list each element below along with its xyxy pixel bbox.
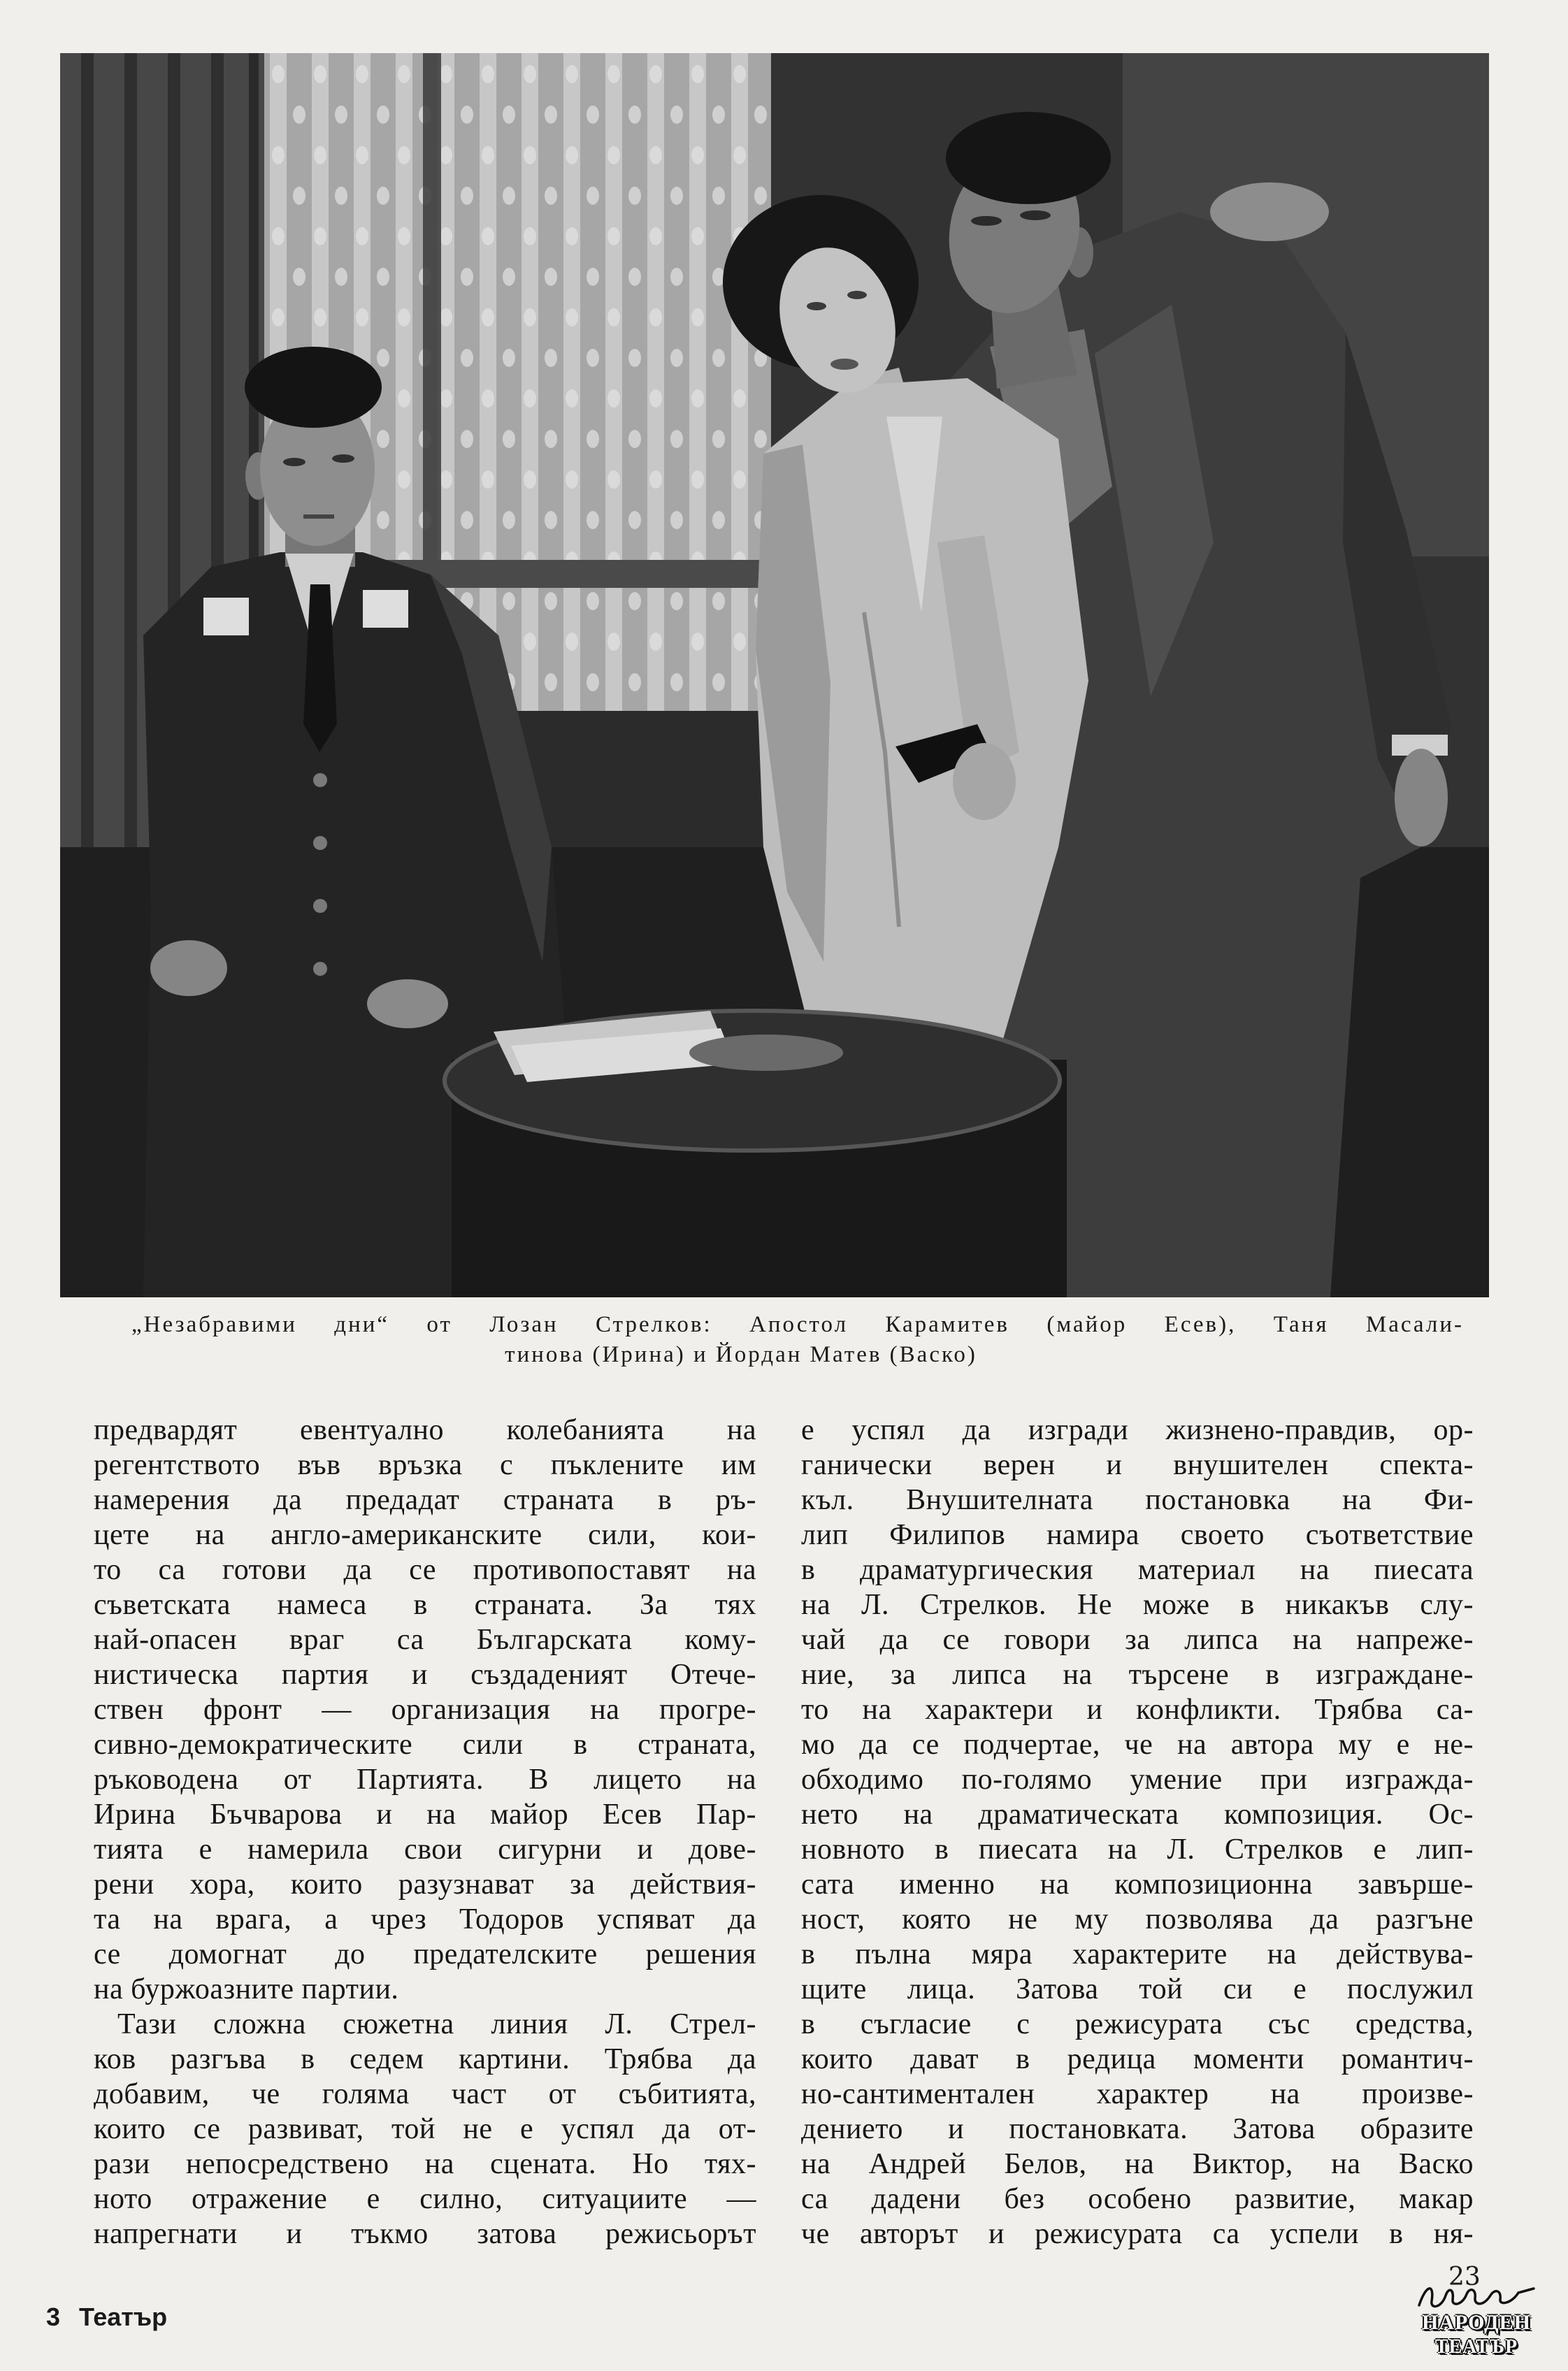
officer-button [313,836,327,850]
lace-motif [566,389,578,408]
lace-motif [670,187,683,205]
lace-motif [545,187,557,205]
lace-motif [482,65,494,83]
lace-motif [524,146,536,164]
lace-motif [691,389,704,408]
lace-motif [314,146,326,164]
lace-motif [314,227,326,245]
lace-motif [482,470,494,489]
lace-motif [712,430,725,448]
lace-motif [398,470,410,489]
lace-motif [733,470,746,489]
lace-motif [691,146,704,164]
lace-motif [293,268,305,286]
text-line: ръководена от Партията. В лицето на [94,1764,756,1796]
man-hand [1395,749,1448,846]
lace-motif [691,65,704,83]
text-line: напрегнати и тъкмо затова режисьорът [94,2218,756,2250]
text-line: в съгласие с режисурата със средства, [801,2008,1474,2040]
lace-motif [482,227,494,245]
lace-motif [691,227,704,245]
lace-motif [272,146,285,164]
text-line: е успял да изгради жизнено-правдив, ор- [801,1414,1474,1446]
text-line: ганически верен и внушителен спекта- [801,1449,1474,1481]
lace-motif [587,349,599,367]
logo-signature [1414,2280,1539,2312]
lace-motif [712,511,725,529]
lace-motif [524,389,536,408]
lace-motif [712,187,725,205]
lace-motif [670,106,683,124]
drape-pleat [81,53,94,847]
lace-motif [398,146,410,164]
lace-motif [377,268,389,286]
lace-motif [503,106,515,124]
lace-motif [670,592,683,610]
text-line: цете на англо-американските сили, кои- [94,1519,756,1551]
lace-motif [754,187,767,205]
lace-motif [461,106,473,124]
table [445,1011,1067,1297]
lace-motif [503,511,515,529]
logo-signature-stroke [1419,2289,1534,2307]
text-line: че авторът и режисурата са успели в ня- [801,2218,1474,2250]
lace-motif [482,308,494,326]
text-line: най-опасен враг са Българската кому- [94,1624,756,1656]
lace-motif [754,106,767,124]
lace-motif [628,106,641,124]
lace-motif [691,308,704,326]
lace-motif [587,511,599,529]
text-line: сивно-демократическите сили в страната, [94,1729,756,1761]
lace-motif [628,349,641,367]
lace-motif [649,65,662,83]
text-line: щите лица. Затова той си е послужил [801,1973,1474,2005]
lace-motif [335,268,347,286]
lace-motif [524,470,536,489]
officer-eye [283,458,305,466]
lace-motif [566,308,578,326]
lace-motif [398,65,410,83]
lace-motif [733,389,746,408]
lace-motif [524,227,536,245]
lace-motif [272,227,285,245]
lace-motif [733,146,746,164]
woman-hand-pistol [953,743,1016,820]
text-line: в драматургическия материал на пиесата [801,1554,1474,1586]
text-line: чай да се говори за липса на напреже- [801,1624,1474,1656]
lace-motif [545,349,557,367]
lace-motif [398,308,410,326]
lace-motif [398,227,410,245]
logo-word-teatar: ТЕАТЪР [1434,2336,1518,2358]
lace-motif [670,673,683,691]
lace-motif [607,633,620,651]
lace-motif [503,349,515,367]
text-line: Ирина Бъчварова и на майор Есев Пар- [94,1799,756,1831]
text-line: къл. Внушителната постановка на Фи- [801,1484,1474,1516]
lace-motif [440,65,452,83]
lace-motif [356,227,368,245]
officer-hair [245,347,382,428]
lace-motif [649,146,662,164]
signature-title: Театър [79,2302,168,2331]
text-line: съветската намеса в страната. За тях [94,1589,756,1621]
officer-eye [332,454,354,463]
lace-motif [754,430,767,448]
lace-motif [566,227,578,245]
lace-motif [733,633,746,651]
lace-motif [524,65,536,83]
lace-motif [524,633,536,651]
lace-motif [503,187,515,205]
text-line: ствен фронт — организация на прогре- [94,1694,756,1726]
lace-motif [335,187,347,205]
lace-motif [545,268,557,286]
lace-motif [482,146,494,164]
lace-motif [691,470,704,489]
text-line: дението и постановката. Затова образите [801,2113,1474,2145]
woman-eye [807,302,826,310]
lace-motif [314,308,326,326]
photo-image [60,53,1489,1297]
officer-button [313,962,327,976]
lace-motif [356,146,368,164]
officer-mouth [303,514,334,519]
text-line: рази непосредствено на сцената. Но тях- [94,2148,756,2180]
table-tray [689,1035,843,1071]
article-column-right [801,1413,1474,2251]
lace-motif [649,470,662,489]
lace-motif [293,106,305,124]
text-line: то са готови да се противопоставят на [94,1554,756,1586]
lace-motif [314,65,326,83]
text-line: новното в пиесата на Л. Стрелков е лип- [801,1833,1474,1866]
lace-motif [587,268,599,286]
lace-motif [649,633,662,651]
page-number: 23 [1448,2263,1481,2291]
text-line: но-сантиментален характер на произве- [801,2078,1474,2110]
lace-motif [440,146,452,164]
text-line: сата именно на композиционна завърше- [801,1868,1474,1901]
text-line: ние, за липса на търсене в изграждане- [801,1659,1474,1691]
paragraph-start-line: Тази сложна сюжетна линия Л. Стрел- [117,2008,756,2040]
woman-lips [830,359,858,370]
production-photo [60,53,1489,1297]
officer-button [313,773,327,787]
photo-caption-line-2: тинова (Ирина) и Йордан Матев (Васко) [505,1342,977,1367]
lace-motif [628,430,641,448]
officer-hand-knee [150,940,227,996]
text-line: нистическа партия и създаденият Отече- [94,1659,756,1691]
text-line: регентството във връзка с пъклените им [94,1449,756,1481]
lace-motif [272,308,285,326]
text-line: които се развиват, той не е успял да от- [94,2113,756,2145]
lace-motif [566,633,578,651]
lace-motif [503,430,515,448]
lace-motif [712,592,725,610]
text-line: ков разгъва в седем картини. Трябва да [94,2043,756,2075]
lace-motif [545,430,557,448]
lace-motif [628,592,641,610]
lace-motif [587,106,599,124]
text-line: лип Филипов намира своето съответствие [801,1519,1474,1551]
lace-motif [545,511,557,529]
lace-motif [712,673,725,691]
drape-pleat [124,53,137,847]
lace-motif [335,106,347,124]
woman-hand-shoulder [1210,182,1329,241]
lace-motif [545,673,557,691]
text-line: които дават в редица моменти романтич- [801,2043,1474,2075]
text-line: са дадени без особено развитие, макар [801,2183,1474,2215]
paragraph-end-line: на буржоазните партии. [94,1973,399,2005]
lace-motif [503,268,515,286]
lace-motif [440,470,452,489]
lace-motif [293,187,305,205]
logo-word-naroden: НАРОДЕН [1422,2311,1531,2334]
lace-motif [607,470,620,489]
lace-motif [649,389,662,408]
officer-collar-insignia [203,598,249,635]
lace-motif [670,268,683,286]
lace-motif [649,308,662,326]
lace-motif [461,187,473,205]
officer-button [313,899,327,913]
lace-motif [461,511,473,529]
text-line: ното отражение е силно, ситуациите — [94,2183,756,2215]
lace-motif [566,146,578,164]
text-line: та на врага, а чрез Тодоров успяват да [94,1903,756,1936]
lace-motif [356,65,368,83]
lace-motif [607,146,620,164]
text-line: се домогнат до предателските решения [94,1938,756,1970]
man-hair [946,112,1111,204]
lace-motif [440,227,452,245]
lace-motif [272,65,285,83]
lace-motif [587,673,599,691]
lace-motif [377,430,389,448]
text-line: добавим, че голяма част от събитията, [94,2078,756,2110]
man-brow [1020,210,1051,220]
lace-motif [461,268,473,286]
lace-motif [607,389,620,408]
lace-motif [503,592,515,610]
lace-motif [670,511,683,529]
text-line: предвардят евентуално колебанията на [94,1414,756,1446]
lace-motif [733,65,746,83]
lace-motif [545,106,557,124]
text-line: мо да се подчертае, че на автора му е не- [801,1729,1474,1761]
text-line: рени хора, които разузнават за действия- [94,1868,756,1901]
lace-motif [628,268,641,286]
signature-number: 3 [46,2302,61,2331]
lace-motif [628,511,641,529]
lace-motif [712,106,725,124]
lace-motif [440,308,452,326]
lace-motif [670,430,683,448]
lace-motif [628,187,641,205]
lace-motif [566,65,578,83]
national-theatre-logo [1414,2262,1539,2367]
lace-motif [440,389,452,408]
woman-eye [847,291,867,299]
lace-motif [377,349,389,367]
lace-motif [587,592,599,610]
lace-motif [461,430,473,448]
lace-motif [607,65,620,83]
lace-motif [628,673,641,691]
lace-motif [377,511,389,529]
man-brow [971,216,1002,226]
text-line: то на характери и конфликти. Трябва са- [801,1694,1474,1726]
text-line: намерения да предадат страната в ръ- [94,1484,756,1516]
photo-caption-line-1: „Незабравими дни“ от Лозан Стрелков: Апостол Карамитев (майор Есев), Таня Масали- [131,1312,1464,1337]
text-line: нето на драматическата композиция. Ос- [801,1799,1474,1831]
lace-motif [587,430,599,448]
lace-motif [545,592,557,610]
lace-motif [377,106,389,124]
text-line: ност, която не му позволява да разгъне [801,1903,1474,1936]
lace-motif [398,389,410,408]
lace-motif [566,470,578,489]
lace-motif [377,187,389,205]
lace-motif [649,227,662,245]
lace-motif [670,349,683,367]
lace-motif [461,349,473,367]
text-line: в пълна мяра характерите на действува- [801,1938,1474,1970]
lace-motif [524,308,536,326]
officer-collar-insignia [363,590,408,628]
text-line: на Л. Стрелков. Не може в никакъв слу- [801,1589,1474,1621]
article-column-left [94,1413,756,2251]
lace-motif [607,227,620,245]
window-frame-vertical [423,53,441,633]
text-line: на Андрей Белов, на Виктор, на Васко [801,2148,1474,2180]
lace-motif [356,308,368,326]
lace-motif [607,308,620,326]
lace-motif [587,187,599,205]
lace-motif [482,389,494,408]
text-line: обходимо по-голямо умение при изгражда- [801,1764,1474,1796]
officer-hand-table [367,979,448,1028]
lace-motif [712,349,725,367]
text-line: тията е намерила свои сигурни и дове- [94,1833,756,1866]
lace-motif [691,633,704,651]
